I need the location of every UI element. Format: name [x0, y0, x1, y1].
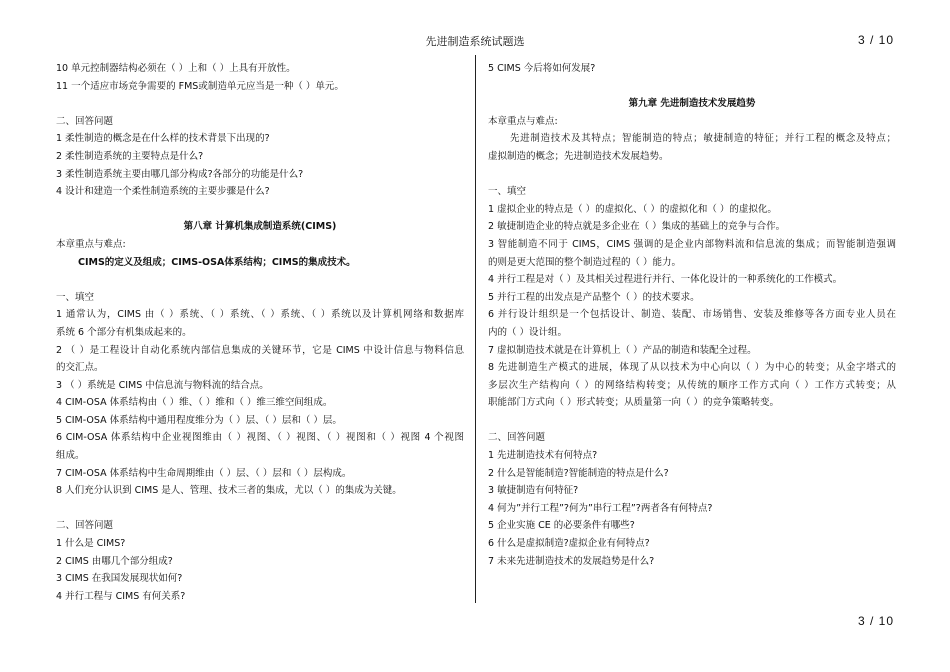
text-line: 多层次生产结构向（ ）的网络结构转变；从传统的顺序工作方式向（ ）工作方式转变；从 [488, 379, 896, 391]
text-line: 3 智能制造不同于 CIMS，CIMS 强调的是企业内部物料流和信息流的集成；而智能制造强调 [488, 238, 896, 250]
blank-line [56, 95, 464, 113]
text-line: 2 敏捷制造企业的特点就是多企业在（ ）集成的基础上的竞争与合作。 [488, 221, 786, 233]
text-line: 组成。 [56, 450, 85, 462]
text-line: 先进制造技术及其特点；智能制造的特点；敏捷制造的特征；并行工程的概念及特点； [510, 133, 896, 145]
text-line: 4 并行工程是对（ ）及其相关过程进行并行、一体化设计的一种系统化的工作模式。 [488, 274, 843, 286]
text-line: 虚拟制造的概念；先进制造技术发展趋势。 [488, 150, 669, 162]
text-line: 1 什么是 CIMS? [56, 538, 126, 550]
text-line: 一、填空 [56, 291, 95, 303]
text-line: 5 CIMS 今后将如何发展? [488, 63, 596, 74]
text-line: 2 CIMS 由哪几个部分组成? [56, 555, 173, 567]
text-line: 4 并行工程与 CIMS 有何关系? [56, 590, 186, 602]
text-line: 第九章 先进制造技术发展趋势 [628, 98, 756, 110]
text-line: 的交汇点。 [56, 362, 104, 374]
left-column [56, 60, 464, 605]
blank-line [56, 201, 464, 219]
blank-line [488, 166, 896, 184]
text-line: 7 CIM-OSA 体系结构中生命周期维由（ ）层、（ ）层和（ ）层构成。 [56, 467, 352, 479]
text-line: 2 （ ）是工程设计自动化系统内部信息集成的关键环节，它是 CIMS 中设计信息与物料信息 [56, 344, 464, 356]
text-line: 本章重点与难点: [56, 238, 126, 250]
text-line: 1 虚拟企业的特点是（ ）的虚拟化、（ ）的虚拟化和（ ）的虚拟化。 [488, 203, 777, 215]
text-line: 1 先进制造技术有何特点? [488, 450, 598, 462]
text-line: 二、回答问题 [56, 520, 114, 532]
text-line: 8 人们充分认识到 CIMS 是人、管理、技术三者的集成，尤以（ ）的集成为关键。 [56, 485, 402, 497]
text-line: 二、回答问题 [56, 115, 114, 127]
text-line: 11 一个适应市场竞争需要的 FMS或制造单元应当是一种（ ）单元。 [56, 80, 344, 92]
page-title: 先进制造系统试题选 [425, 35, 525, 48]
text-line: 2 什么是智能制造?智能制造的特点是什么? [488, 467, 669, 479]
blank-line [488, 78, 896, 96]
text-line: 6 并行设计组织是一个包括设计、制造、装配、市场销售、安装及维修等各方面专业人员在 [488, 309, 896, 321]
text-line: 3 （ ）系统是 CIMS 中信息流与物料流的结合点。 [56, 379, 269, 391]
text-line: 3 CIMS 在我国发展现状如何? [56, 573, 183, 585]
column-divider [475, 55, 476, 603]
text-line: 3 敏捷制造有何特征? [488, 485, 579, 497]
text-line: 4 设计和建造一个柔性制造系统的主要步骤是什么? [56, 186, 270, 198]
text-line: 5 企业实施 CE 的必要条件有哪些? [488, 520, 635, 532]
text-line: 本章重点与难点: [488, 115, 558, 127]
text-line: 内的（ ）设计组。 [488, 326, 568, 338]
text-line: 第八章 计算机集成制造系统(CIMS) [183, 221, 337, 233]
text-line: 4 CIM-OSA 体系结构由（ ）维、（ ）维和（ ）维三维空间组成。 [56, 397, 333, 409]
text-line: 系统 6 个部分有机集成起来的。 [56, 326, 192, 338]
text-line: 1 通常认为，CIMS 由（ ）系统、（ ）系统、（ ）系统、（ ）系统以及计算机网络和数据库 [56, 309, 464, 321]
text-line: 一、填空 [488, 186, 527, 198]
text-line: 1 柔性制造的概念是在什么样的技术背景下出现的? [56, 133, 270, 145]
text-line: 2 柔性制造系统的主要特点是什么? [56, 150, 204, 162]
blank-line [56, 500, 464, 518]
text-line: 职能部门方式向（ ）形式转变；从质量第一向（ ）的竞争策略转变。 [488, 397, 780, 409]
text-line: 7 未来先进制造技术的发展趋势是什么? [488, 555, 655, 567]
blank-line [56, 271, 464, 289]
text-line: 的则是更大范围的整个制造过程的（ ）能力。 [488, 256, 682, 268]
text-line: 5 CIM-OSA 体系结构中通用程度维分为（ ）层、（ ）层和（ ）层。 [56, 414, 342, 426]
text-line: 7 虚拟制造技术就是在计算机上（ ）产品的制造和装配全过程。 [488, 344, 757, 356]
text-line: 6 什么是虚拟制造?虚拟企业有何特点? [488, 538, 650, 550]
blank-line [488, 412, 896, 430]
text-line: 3 柔性制造系统主要由哪几部分构成?各部分的功能是什么? [56, 168, 304, 180]
text-line: 5 并行工程的出发点是产品整个（ ）的技术要求。 [488, 291, 700, 303]
page-number-top: 3 / 10 [858, 33, 895, 47]
text-line: CIMS的定义及组成；CIMS-OSA体系结构；CIMS的集成技术。 [78, 256, 356, 268]
text-line: 6 CIM-OSA 体系结构中企业视图维由（ ）视图、（ ）视图、（ ）视图和（ ）视图 4 个视图 [56, 432, 464, 444]
page-number-bottom: 3 / 10 [858, 614, 895, 628]
text-line: 8 先进制造生产模式的进展，体现了从以技术为中心向以（ ）为中心的转变；从金字塔式的 [488, 362, 896, 374]
text-line: 10 单元控制器结构必须在（ ）上和（ ）上具有开放性。 [56, 63, 296, 74]
text-line: 二、回答问题 [488, 432, 546, 444]
right-column [488, 60, 896, 570]
text-line: 4 何为”并行工程”?何为”串行工程”?两者各有何特点? [488, 502, 713, 514]
